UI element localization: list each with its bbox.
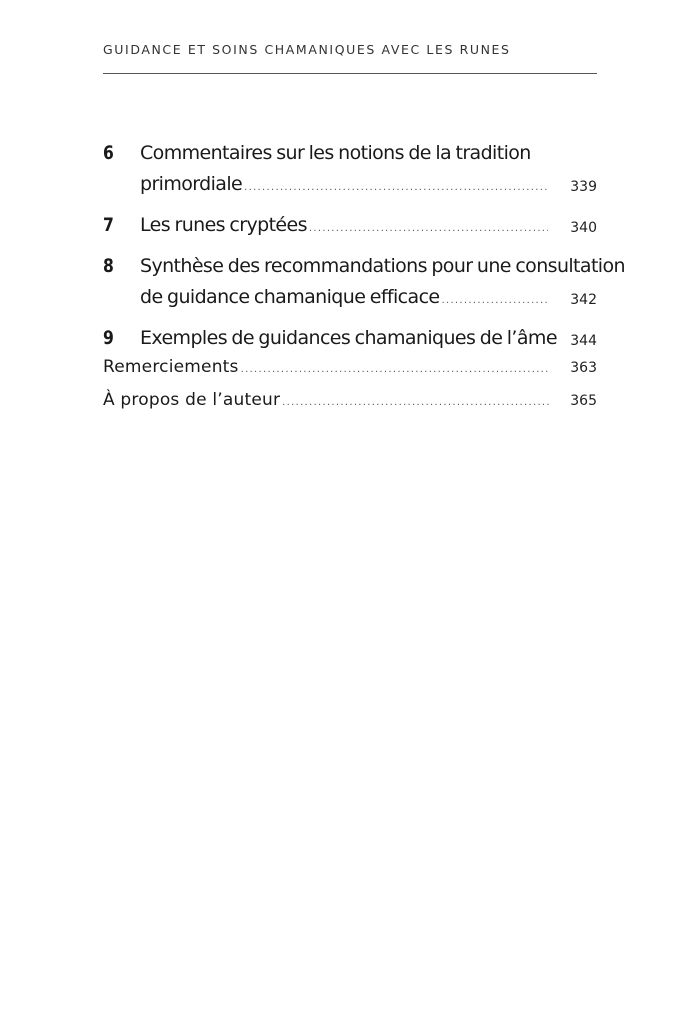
toc-entry-chapter-6[interactable]	[103, 138, 597, 203]
page-number: 344	[570, 333, 597, 349]
dot-leader	[241, 364, 549, 375]
toc-entry-about-author[interactable]	[103, 390, 597, 410]
dot-leader	[244, 172, 548, 203]
page-number: 340	[570, 220, 597, 236]
back-matter-title: Remerciements	[103, 357, 239, 377]
page-number: 339	[570, 179, 597, 195]
dot-leader	[442, 285, 549, 316]
chapter-title-line: primordiale	[140, 173, 243, 195]
toc-entry-acknowledgements[interactable]	[103, 357, 597, 377]
chapter-number: 8	[103, 255, 114, 277]
chapter-title-line: de guidance chamanique efficace	[140, 286, 440, 308]
toc-entry-chapter-9[interactable]	[103, 323, 597, 357]
page-number: 365	[570, 393, 597, 409]
chapter-number: 7	[103, 214, 114, 236]
page-number: 363	[570, 360, 597, 376]
chapter-number: 9	[103, 327, 114, 349]
toc-entry-chapter-7[interactable]	[103, 210, 597, 244]
running-head: GUIDANCE ET SOINS CHAMANIQUES AVEC LES RUNES	[103, 42, 511, 57]
header-rule	[103, 73, 597, 74]
back-matter-title: À propos de l’auteur	[103, 390, 281, 410]
chapter-title-line: Commentaires sur les notions de la tradition	[140, 142, 531, 164]
page-number: 342	[570, 292, 597, 308]
chapter-title-line: Synthèse des recommandations pour une consultation	[140, 255, 625, 277]
chapter-number: 6	[103, 142, 114, 164]
chapter-title-line: Exemples de guidances chamaniques de l’âme	[140, 327, 557, 349]
table-of-contents	[103, 138, 625, 364]
dot-leader	[282, 397, 549, 408]
toc-entry-chapter-8[interactable]	[103, 251, 625, 316]
chapter-title-line: Les runes cryptées	[140, 214, 307, 236]
dot-leader	[309, 213, 548, 244]
